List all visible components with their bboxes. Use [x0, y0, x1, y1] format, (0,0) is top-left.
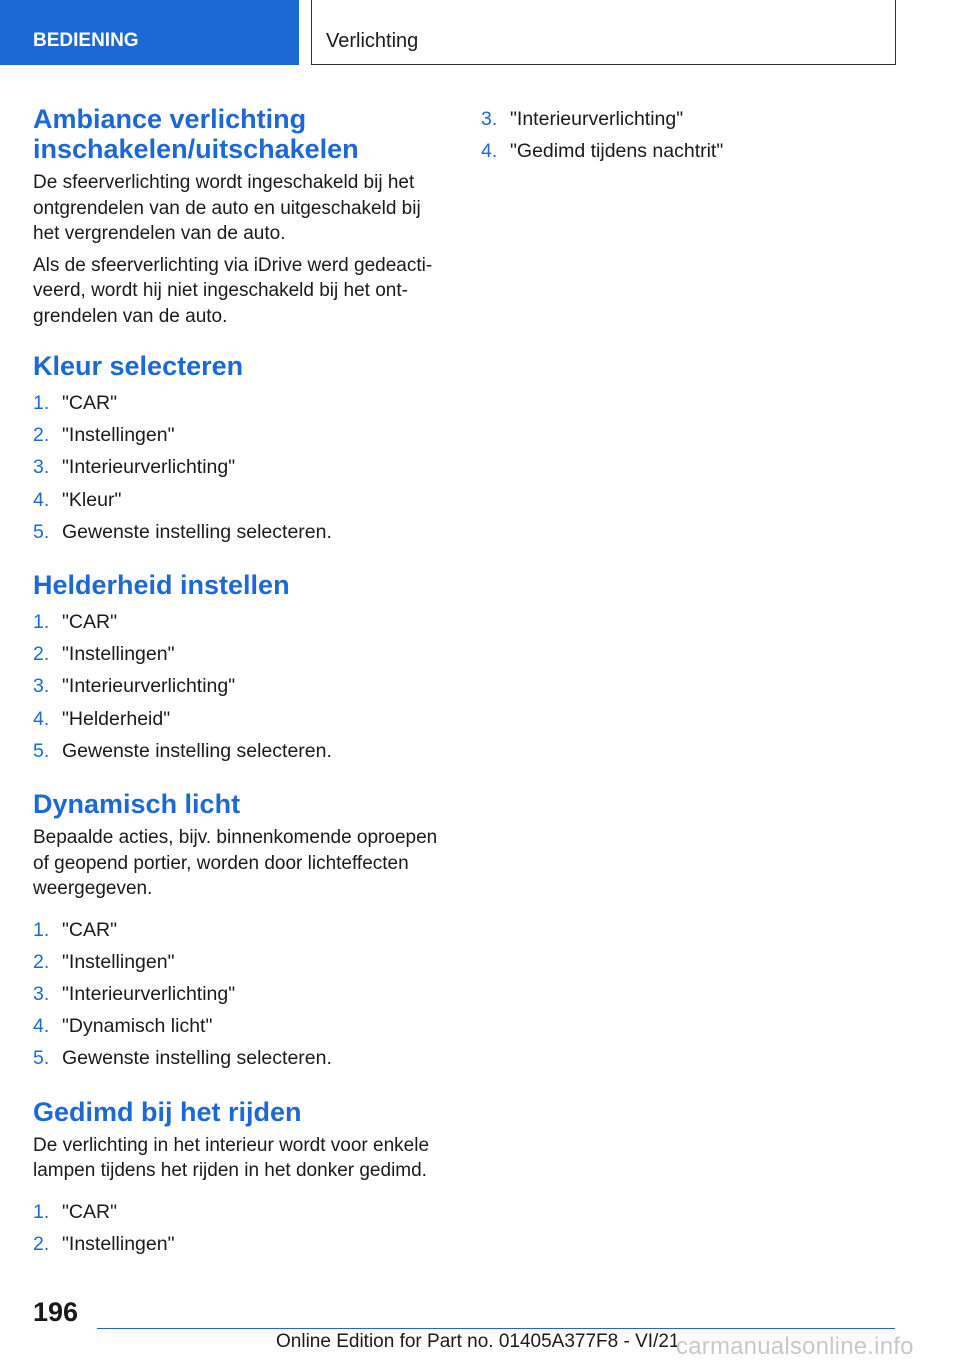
step-text: "Interieurverlichting"	[62, 982, 236, 1005]
list-item	[481, 135, 891, 167]
paragraph: De verlichting in het interieur wordt voor enkele lampen tijdens het rijden in het donker gedimd.	[33, 1134, 430, 1182]
page-number: 196	[33, 1297, 79, 1327]
section-dynamisch	[33, 789, 445, 1075]
step-number: 3.	[33, 675, 50, 698]
list-item	[33, 387, 445, 419]
heading-ambiance	[33, 104, 445, 164]
step-number: 4.	[33, 1015, 50, 1038]
step-text: "Dynamisch licht"	[62, 1015, 213, 1038]
heading-gedimd: Gedimd bij het rijden	[33, 1096, 302, 1127]
step-number: 3.	[33, 456, 50, 479]
step-text: "Instellingen"	[62, 424, 175, 447]
step-text: "Instellingen"	[62, 1232, 175, 1255]
steps-list	[33, 387, 445, 548]
step-text: "Kleur"	[62, 488, 122, 511]
list-item	[33, 638, 445, 670]
step-number: 1.	[33, 1200, 50, 1223]
heading-dynamisch: Dynamisch licht	[33, 789, 241, 820]
step-number: 4.	[33, 488, 50, 511]
step-number: 1.	[33, 918, 50, 941]
heading-ambiance-line1: Ambiance verlichting	[33, 104, 307, 134]
edition-text: Online Edition for Part no. 01405A377F8 - VI/21	[276, 1331, 680, 1352]
step-number: 2.	[33, 424, 50, 447]
list-item	[33, 1228, 445, 1260]
section-title: Verlichting	[311, 0, 896, 65]
step-text: "Interieurverlichting"	[62, 456, 236, 479]
heading-kleur: Kleur selecteren	[33, 351, 244, 381]
list-item	[33, 703, 445, 735]
step-text: "Interieurverlichting"	[62, 675, 236, 698]
left-column	[33, 100, 445, 1282]
step-text: Gewenste instelling selecteren.	[62, 1047, 332, 1070]
section-helderheid	[33, 570, 445, 767]
step-text: "Gedimd tijdens nachtrit"	[510, 140, 724, 163]
heading-helderheid: Helderheid instellen	[33, 570, 290, 601]
paragraph: Als de sfeerverlichting via iDrive werd gedeacti-veerd, wordt hij niet ingeschakeld bij het ont-grendelen van de auto.	[33, 254, 433, 327]
step-text: "CAR"	[62, 392, 118, 414]
list-item	[33, 419, 445, 451]
list-item	[481, 103, 891, 135]
step-number: 3.	[33, 982, 50, 1005]
step-text: "Instellingen"	[62, 643, 175, 666]
steps-list	[33, 1196, 445, 1260]
list-item	[33, 1042, 445, 1074]
watermark: carmanualsonline.info	[676, 1333, 914, 1360]
steps-list	[33, 606, 445, 767]
section-ambiance	[33, 104, 445, 329]
chapter-tab: BEDIENING	[0, 0, 299, 65]
list-item	[33, 914, 445, 946]
step-number: 3.	[481, 108, 498, 130]
step-number: 5.	[33, 739, 50, 762]
step-text: "CAR"	[62, 918, 118, 941]
step-number: 5.	[33, 1047, 50, 1070]
step-number: 2.	[33, 643, 50, 666]
step-text: Gewenste instelling selecteren.	[62, 739, 332, 762]
list-item	[33, 484, 445, 516]
step-number: 4.	[481, 140, 498, 163]
step-text: "CAR"	[62, 1200, 118, 1223]
section-gedimd	[33, 1097, 445, 1260]
step-text: Gewenste instelling selecteren.	[62, 520, 332, 543]
steps-list	[33, 914, 445, 1075]
step-text: "Instellingen"	[62, 950, 175, 973]
paragraph: De sfeerverlichting wordt ingeschakeld bij het ontgrendelen van de auto en uitgeschakeld bij het vergrendelen van de auto.	[33, 172, 421, 244]
list-item	[33, 946, 445, 978]
step-text: "Helderheid"	[62, 707, 171, 730]
step-number: 1.	[33, 392, 50, 414]
step-number: 1.	[33, 611, 50, 634]
list-item	[33, 1196, 445, 1228]
step-number: 4.	[33, 707, 50, 730]
step-number: 5.	[33, 520, 50, 543]
list-item	[33, 451, 445, 483]
step-number: 2.	[33, 1232, 50, 1255]
list-item	[33, 516, 445, 548]
step-text: "CAR"	[62, 611, 118, 634]
step-text: "Interieurverlichting"	[510, 108, 684, 130]
list-item	[33, 1010, 445, 1042]
paragraph: Bepaalde acties, bijv. binnenkomende oproepen of geopend portier, worden door lichteffecten weergegeven.	[33, 827, 438, 900]
step-number: 2.	[33, 950, 50, 973]
list-item	[33, 670, 445, 702]
list-item	[33, 606, 445, 638]
section-kleur	[33, 351, 445, 548]
heading-ambiance-line2: inschakelen/uitschakelen	[33, 134, 359, 164]
right-column	[481, 103, 891, 167]
steps-list-continued	[481, 103, 891, 167]
list-item	[33, 978, 445, 1010]
list-item	[33, 735, 445, 767]
footer-divider	[97, 1328, 895, 1329]
